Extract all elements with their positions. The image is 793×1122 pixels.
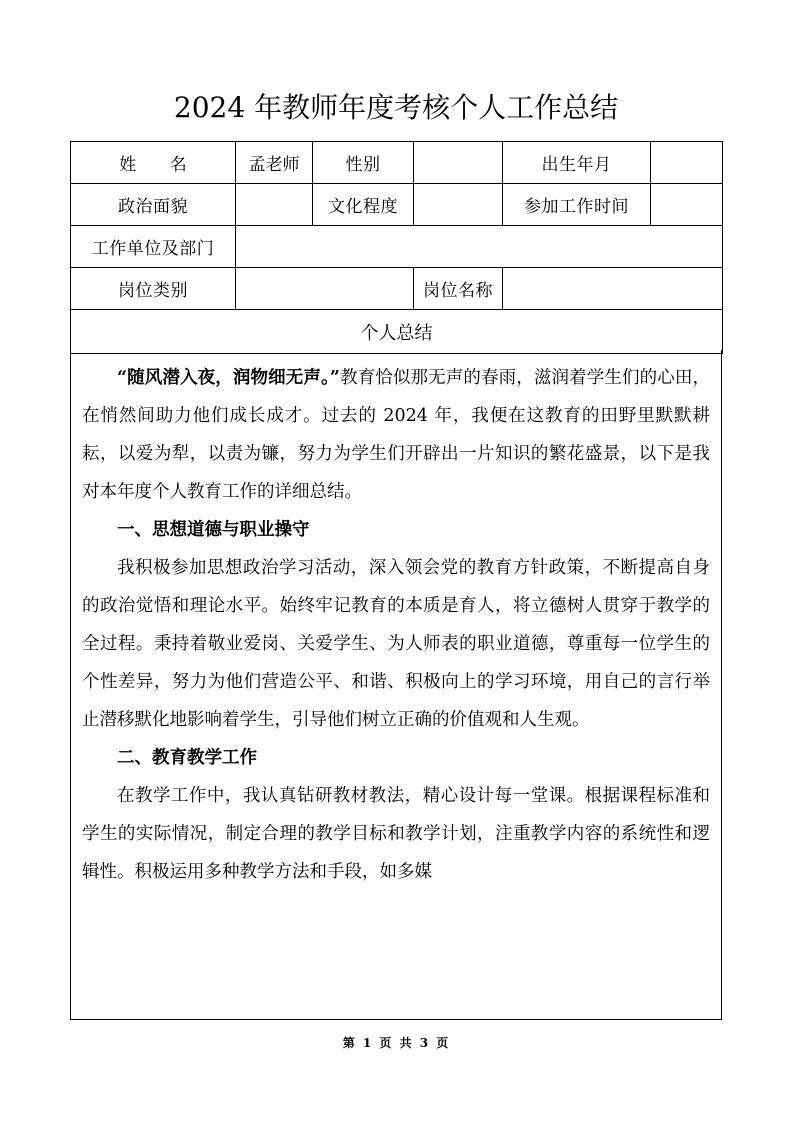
paragraph-intro-text: 教育恰似那无声的春雨，滋润着学生们的心田，在悄然间助力他们成长成才。过去的 2024 年，我便在这教育的田野里默默耕耘，以爱为犁，以责为镰，努力为学生们开辟出一片知识的繁花盛景，以下是我对本年度个人教育工作的详细总结。 (82, 368, 710, 502)
quote-lead: “随风潜入夜，润物细无声。” (117, 368, 340, 388)
value-work-start-time[interactable] (651, 184, 723, 226)
label-education-level: 文化程度 (313, 184, 414, 226)
label-post-name: 岗位名称 (414, 268, 503, 310)
label-work-unit-department: 工作单位及部门 (71, 226, 236, 268)
personnel-info-table (70, 141, 723, 354)
label-post-category: 岗位类别 (71, 268, 236, 310)
section-heading-1: 一、思想道德与职业操守 (117, 520, 310, 540)
value-post-name[interactable] (503, 268, 723, 310)
paragraph-intro (82, 359, 710, 511)
value-name[interactable]: 孟老师 (236, 142, 313, 184)
section-heading-2: 二、教育教学工作 (117, 748, 257, 768)
personal-summary-content (70, 350, 722, 1020)
table-row (71, 310, 723, 354)
label-name: 姓 名 (71, 142, 236, 184)
paragraph-section-2: 在教学工作中，我认真钻研教材教法，精心设计每一堂课。根据课程标准和学生的实际情况，制定合理的教学目标和教学计划，注重教学内容的系统性和逻辑性。积极运用多种教学方法和手段，如多媒 (82, 786, 710, 882)
table-row (71, 268, 723, 310)
value-birth-date[interactable] (651, 142, 723, 184)
value-work-unit-department[interactable] (236, 226, 723, 268)
label-work-start-time: 参加工作时间 (503, 184, 651, 226)
page-footer: 第 1 页 共 3 页 (342, 1036, 451, 1050)
value-political-status[interactable] (236, 184, 313, 226)
value-post-category[interactable] (236, 268, 414, 310)
paragraph-section-1: 我积极参加思想政治学习活动，深入领会党的教育方针政策，不断提高自身的政治觉悟和理论水平。始终牢记教育的本质是育人，将立德树人贯穿于教学的全过程。秉持着敬业爱岗、关爱学生、为人师表的职业道德，尊重每一位学生的个性差异，努力为他们营造公平、和谐、积极向上的学习环境，用自己的言行举止潜移默化地影响着学生，引导他们树立正确的价值观和人生观。 (82, 558, 710, 730)
label-summary-header: 个人总结 (71, 310, 723, 354)
table-row (71, 226, 723, 268)
table-row (71, 142, 723, 184)
page-title: 2024 年教师年度考核个人工作总结 (173, 91, 619, 124)
label-gender: 性别 (313, 142, 414, 184)
value-gender[interactable] (414, 142, 503, 184)
label-political-status: 政治面貌 (71, 184, 236, 226)
value-education-level[interactable] (414, 184, 503, 226)
table-row (71, 184, 723, 226)
label-birth-date: 出生年月 (503, 142, 651, 184)
